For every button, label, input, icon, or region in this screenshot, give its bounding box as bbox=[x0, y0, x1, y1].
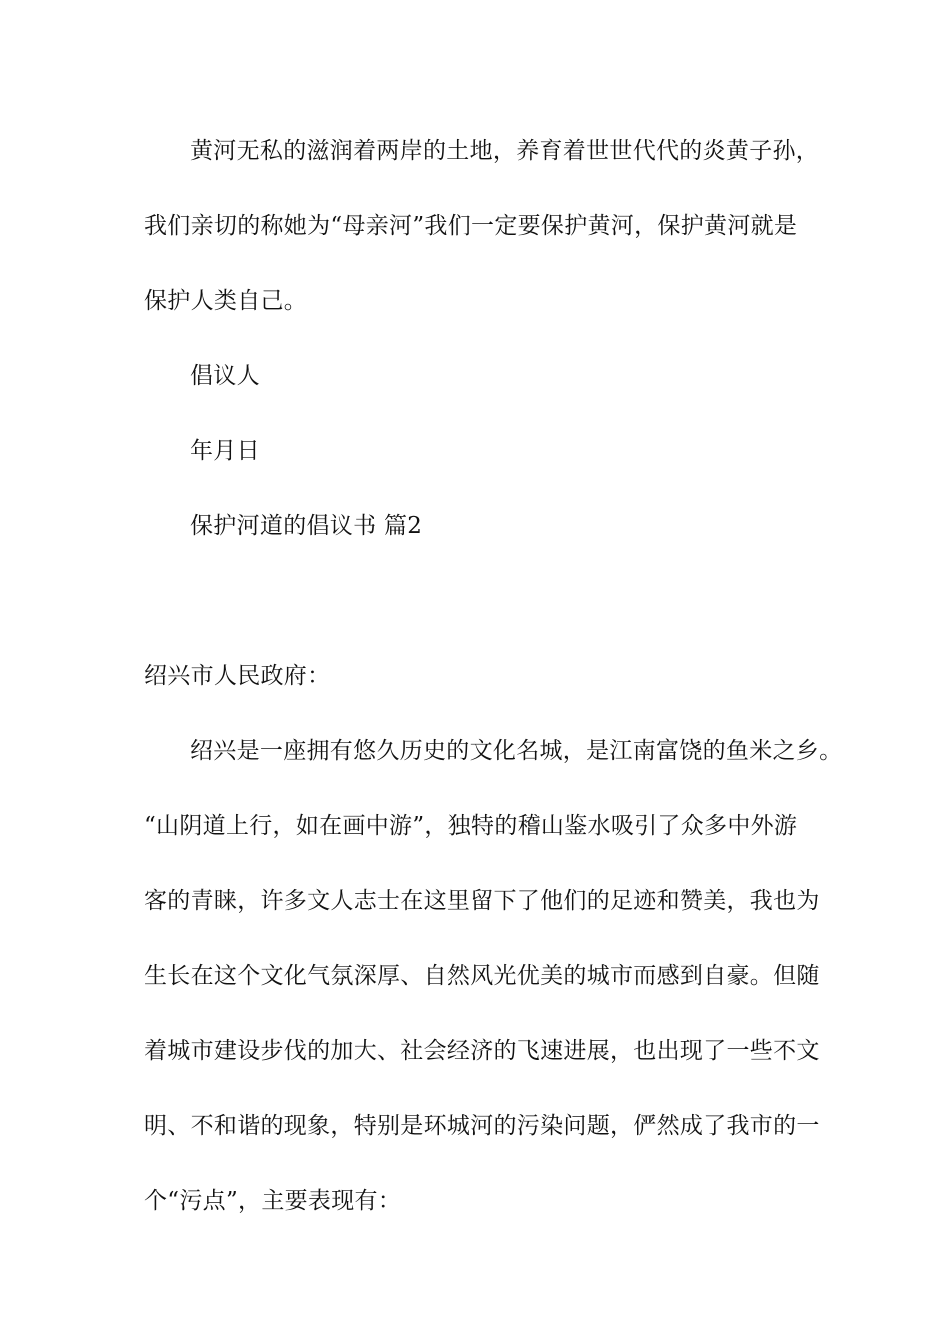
paragraph-line: 绍兴是一座拥有悠久历史的文化名城，是江南富饶的鱼米之乡。 bbox=[190, 738, 843, 764]
signature-label: 倡议人 bbox=[190, 363, 260, 389]
paragraph-line: 个“污点”，主要表现有： bbox=[144, 1188, 402, 1214]
paragraph-line: 黄河无私的滋润着两岸的土地，养育着世世代代的炎黄子孙， bbox=[190, 138, 820, 164]
paragraph-line: 生长在这个文化气氛深厚、自然风光优美的城市而感到自豪。但随 bbox=[144, 963, 820, 989]
paragraph-line: 我们亲切的称她为“母亲河”我们一定要保护黄河，保护黄河就是 bbox=[144, 213, 798, 239]
addressee: 绍兴市人民政府： bbox=[144, 663, 331, 689]
paragraph-line: 着城市建设步伐的加大、社会经济的飞速进展，也出现了一些不文 bbox=[144, 1038, 820, 1064]
section-title: 保护河道的倡议书 篇2 bbox=[190, 513, 423, 539]
paragraph-line: 客的青睐，许多文人志士在这里留下了他们的足迹和赞美，我也为 bbox=[144, 888, 820, 914]
paragraph-line: 保护人类自己。 bbox=[144, 288, 308, 314]
paragraph-line: 明、不和谐的现象，特别是环城河的污染问题，俨然成了我市的一 bbox=[144, 1113, 820, 1139]
date-label: 年月日 bbox=[190, 438, 260, 464]
paragraph-line: “山阴道上行，如在画中游”，独特的稽山鉴水吸引了众多中外游 bbox=[144, 813, 798, 839]
